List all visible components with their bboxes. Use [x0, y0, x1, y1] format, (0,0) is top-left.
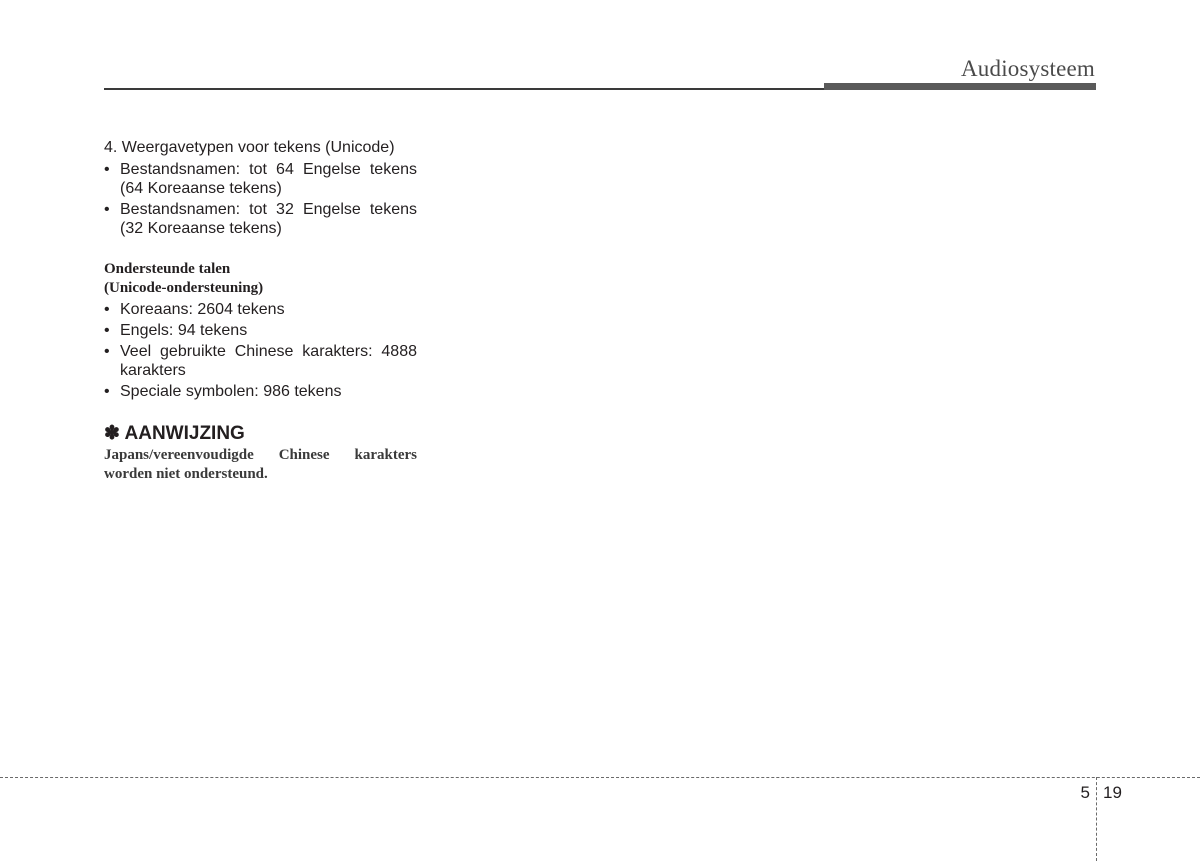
bullet-icon: • [104, 322, 110, 339]
bullet-icon: • [104, 201, 110, 218]
bullet-icon: • [104, 343, 110, 360]
list-item: • Speciale symbolen: 986 tekens [104, 383, 342, 400]
note-title: AANWIJZING [124, 423, 245, 444]
note-body: Japans/vereenvoudigde Chinese karakters worden niet ondersteund. [104, 447, 417, 482]
display-types-list [104, 160, 417, 238]
list-item: • Engels: 94 tekens [104, 322, 248, 339]
chapter-number: 5 [1080, 783, 1090, 802]
page-number: 19 [1103, 783, 1122, 802]
page-header-title: Audiosysteem [961, 56, 1095, 81]
list-item: • Bestandsnamen: tot 64 Engelse tekens (64 Koreaanse tekens) [104, 161, 417, 197]
bullet-icon: • [104, 383, 110, 400]
section-heading-supported-languages: Ondersteunde talen (Unicode-ondersteuning) [104, 261, 264, 296]
header-rule-thin [104, 88, 824, 90]
list-item: • Bestandsnamen: tot 32 Engelse tekens (32 Koreaanse tekens) [104, 201, 417, 237]
header-rule-thick [824, 83, 1096, 90]
list-item: • Veel gebruikte Chinese karakters: 4888 karakters [104, 343, 417, 379]
supported-languages-list [104, 300, 417, 401]
footer-dashed-divider [1096, 777, 1097, 861]
main-content [104, 138, 417, 484]
footer-dashed-rule [0, 777, 1200, 778]
section-heading-display-types: 4. Weergavetypen voor tekens (Unicode) [104, 139, 395, 156]
asterisk-icon: ✽ [104, 423, 120, 444]
list-item: • Koreaans: 2604 tekens [104, 301, 285, 318]
note-heading [104, 423, 417, 445]
bullet-icon: • [104, 161, 110, 178]
bullet-icon: • [104, 301, 110, 318]
